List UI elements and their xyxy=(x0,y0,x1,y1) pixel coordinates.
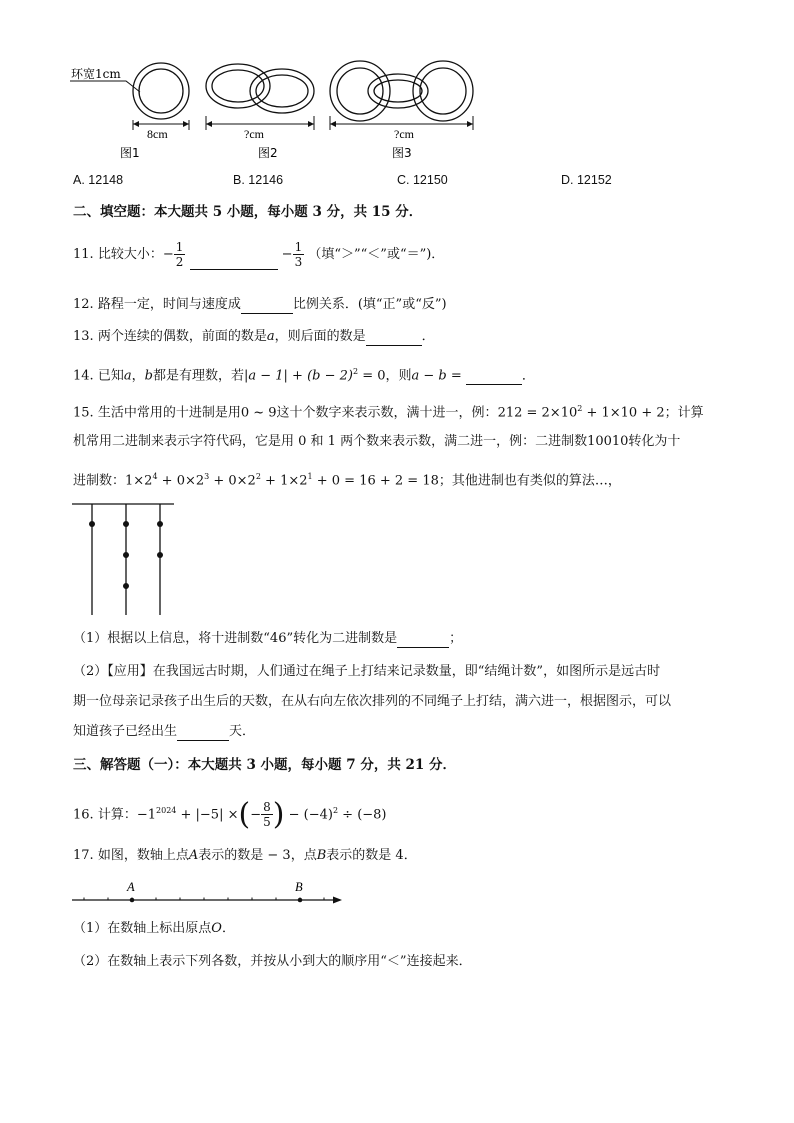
fig1-caption: 图1 xyxy=(120,146,140,160)
question-15-line1: 15. 生活中常用的十进制是用0 ~ 9这十个数字来表示数，满十进一，例：$212 = 2\times 10^2 + 1\times 10 + 2$；计算 xyxy=(73,404,704,421)
knot xyxy=(157,521,163,527)
fraction-half: $\frac{1}{2}$ xyxy=(175,240,184,269)
question-13: 13. 两个连续的偶数，前面的数是a，则后面的数是 ． xyxy=(73,329,435,344)
knot xyxy=(123,521,129,527)
fig2-caption: 图2 xyxy=(258,146,278,160)
fig1-ring-outer xyxy=(133,63,189,119)
fig2-dim: ?cm xyxy=(244,127,264,141)
knotted-rope-figure xyxy=(70,500,180,618)
question-15-sub2-line2: 期一位母亲记录孩子出生后的天数，在从右向左依次排列的不同绳子上打结，满六进一，根据图示，可以 xyxy=(73,694,672,709)
answer-blank-13[interactable] xyxy=(366,331,422,346)
answer-blank-14[interactable] xyxy=(466,370,522,385)
question-17-sub2: （2）在数轴上表示下列各数，并按从小到大的顺序用“＜”连接起来． xyxy=(73,954,472,969)
answer-blank-15-2[interactable] xyxy=(177,726,229,741)
option-c[interactable]: C. 12150 xyxy=(397,173,448,187)
question-15-line3: 进制数：$1\times 2^4 + 0\times 2^3 + 0\times 2^2 + 1\times 2^1 + 0 = 16 + 2 = 18$；其他进制也有类似的算法…， xyxy=(73,472,621,489)
question-11: 11. 比较大小：− $\frac{1}{2}$ − $\frac{1}{3}$ （填“＞”“＜”或“＝”)． xyxy=(73,240,445,269)
number-line xyxy=(70,878,350,908)
rings-figure xyxy=(68,54,488,166)
fraction-eight-fifths: $\frac{8}{5}$ xyxy=(263,800,271,830)
question-15-sub1: （1）根据以上信息，将十进制数“46”转化为二进制数是 ； xyxy=(73,631,463,646)
answer-blank-12[interactable] xyxy=(241,299,293,314)
fraction-third: $\frac{1}{3}$ xyxy=(294,240,303,269)
answer-blank-11[interactable] xyxy=(190,253,278,270)
label-b: B xyxy=(295,880,303,894)
question-12: 12. 路程一定，时间与速度成 比例关系．(填“正”或“反”) xyxy=(73,297,447,312)
option-b[interactable]: B. 12146 xyxy=(233,173,284,187)
section3-title: 三、解答题（一）：本大题共 3 小题，每小题 7 分，共 21 分． xyxy=(73,757,457,773)
knot xyxy=(89,521,95,527)
point-a xyxy=(130,898,135,903)
fig3-dim: ?cm xyxy=(394,127,414,141)
option-d[interactable]: D. 12152 xyxy=(561,173,612,187)
question-15-sub2-line1: （2）【应用】在我国远古时期，人们通过在绳子上打结来记录数量，即“结绳计数”，如图所示是远古时 xyxy=(73,664,661,679)
option-a[interactable]: A. 12148 xyxy=(73,173,124,187)
question-17: 17. 如图，数轴上点A表示的数是 − 3，点B表示的数是 4． xyxy=(73,848,417,863)
arrow-head xyxy=(333,897,342,904)
fig1-dim: 8cm xyxy=(147,127,168,141)
fig1-ring-inner xyxy=(139,69,183,113)
point-b xyxy=(298,898,303,903)
knot xyxy=(123,552,129,558)
question-14: 14. 已知a，b都是有理数，若$|a - 1| + (b - 2)^2 = 0$，则a − b = ． xyxy=(73,367,535,384)
knot xyxy=(157,552,163,558)
fig3-caption: 图3 xyxy=(392,146,412,160)
ring-label-leader xyxy=(70,81,140,92)
answer-blank-15-1[interactable] xyxy=(397,633,449,648)
question-16: 16. 计算：$-1^{2024} + |-5|$ ×(− $\frac{8}{5}$ ) − $(-4)^2 \div (-8)$ xyxy=(73,796,387,832)
question-15-sub2-line3: 知道孩子已经出生 天． xyxy=(73,724,256,739)
ring-label: 环宽1cm xyxy=(71,67,121,81)
knot xyxy=(123,583,129,589)
question-15-line2: 机常用二进制来表示字符代码，它是用 0 和 1 两个数来表示数，满二进一，例：二进制数10010转化为十 xyxy=(73,434,681,449)
label-a: A xyxy=(127,880,135,894)
question-17-sub1: （1）在数轴上标出原点O． xyxy=(73,921,235,936)
section2-title: 二、填空题：本大题共 5 小题，每小题 3 分，共 15 分． xyxy=(73,204,423,220)
